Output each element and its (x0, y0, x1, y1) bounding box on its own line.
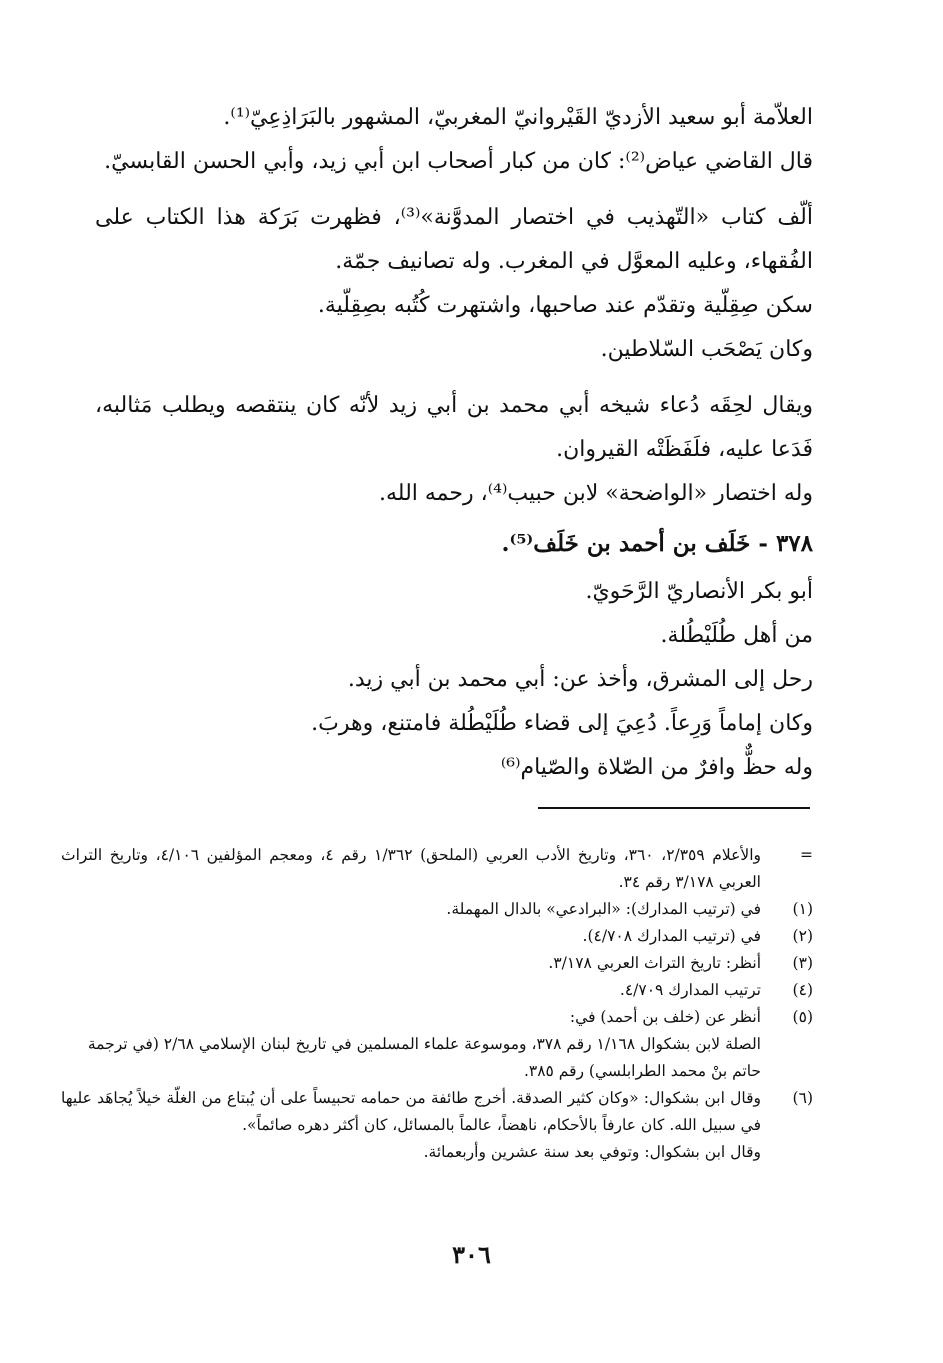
biography-line: رحل إلى المشرق، وأخذ عن: أبي محمد بن أبي زيد. (347, 667, 813, 692)
biography-line: العلاّمة أبو سعيد الأزديّ القَيْروانيّ المغربيّ، المشهور بالبَرَاذِعِيّ⁽¹⁾. (223, 105, 813, 130)
footnote-number: (١) (792, 900, 813, 918)
biography-line: ويقال لحِقَه دُعاء شيخه أبي محمد بن أبي زيد لأنّه كان ينتقصه ويطلب مَثالبه، فَدَعا عليه، فلَفَظَتْه القيروان. (95, 393, 813, 462)
footnote-number: (٢) (792, 927, 813, 945)
footnote-text: أنظر عن (خلف بن أحمد) في: (569, 1008, 761, 1026)
footnote (61, 1004, 813, 1031)
biography-line: سكن صِقِلّية وتقدّم عند صاحبها، واشتهرت كُتُبه بصِقِلّية. (317, 293, 813, 318)
footnote-text: في (ترتيب المدارك ٤/٧٠٨). (582, 927, 761, 945)
footnote-text: في (ترتيب المدارك): «البرادعي» بالدال المهملة. (446, 900, 761, 918)
biography-line: ألّف كتاب «التّهذيب في اختصار المدوَّنة»⁽³⁾، فظهرت بَرَكة هذا الكتاب على الفُقهاء، وعليه المعوَّل في المغرب. وله تصانيف جمّة. (95, 205, 813, 274)
footnote-text: أنظر: تاريخ التراث العربي ٣/١٧٨. (548, 954, 761, 972)
footnote-number: (٦) (792, 1089, 813, 1107)
footnote-divider (538, 807, 810, 809)
footnote (61, 896, 813, 923)
biography-line: وكان يَصْحَب السّلاطين. (600, 337, 813, 362)
biography-line: أبو بكر الأنصاريّ الرَّحَويّ. (585, 579, 813, 604)
footnote-text: الصلة لابن بشكوال ١/١٦٨ رقم ٣٧٨، وموسوعة علماء المسلمين في تاريخ لبنان الإسلامي ٢/٦٨ (في ترجمة حاتم بنْ محمد الطرابلسي) رقم ٣٨٥. (87, 1035, 761, 1080)
footnote-continuation-mark: = (800, 846, 813, 864)
biography-line: وكان إماماً وَرِعاً. دُعِيَ إلى قضاء طُلَيْطُلة فامتنع، وهربَ. (311, 711, 813, 736)
footnote-text: وقال ابن بشكوال: «وكان كثير الصدقة. أخرج طائفة من حمامه تحبيساً على أن يُبتاع من الغلّة خيلاً يُجاهَد عليها في سبيل الله. كان عارفاً بالأحكام، ناهضاً، عالماً بالمسائل، كان أكثر دهره صائماً». (61, 1089, 761, 1134)
footnote-number: (٤) (792, 981, 813, 999)
footnote-number: (٥) (792, 1008, 813, 1026)
footnote (61, 1085, 813, 1139)
footnote-number: (٣) (792, 954, 813, 972)
footnote-text: والأعلام ٢/٣٥٩، ٣٦٠، وتاريخ الأدب العربي (الملحق) ١/٣٦٢ رقم ٤، ومعجم المؤلفين ٤/١٠٦، وتاريخ التراث العربي ٣/١٧٨ رقم ٣٤. (61, 846, 761, 891)
footnote (61, 842, 813, 896)
footnote-text: ترتيب المدارك ٤/٧٠٩. (619, 981, 761, 999)
biography-line: وله اختصار «الواضحة» لابن حبيب⁽⁴⁾، رحمه الله. (379, 481, 813, 506)
entry-heading: ٣٧٨ - خَلَف بن أحمد بن خَلَف⁽⁵⁾. (501, 530, 813, 557)
biography-line: قال القاضي عياض⁽²⁾: كان من كبار أصحاب ابن أبي زيد، وأبي الحسن القابسيّ. (104, 149, 813, 174)
biography-line: من أهل طُلَيْطُلة. (660, 623, 813, 648)
main-text (95, 96, 813, 790)
biography-line: وله حظٌّ وافرٌ من الصّلاة والصّيام⁽⁶⁾ (500, 755, 813, 780)
page-number: ٣٠٦ (452, 1240, 491, 1269)
footnote (61, 923, 813, 950)
footnote (61, 950, 813, 977)
footnote (61, 977, 813, 1004)
footnote-text: وقال ابن بشكوال: وتوفي بعد سنة عشرين وأربعمائة. (423, 1143, 761, 1161)
footnotes (61, 842, 813, 1166)
